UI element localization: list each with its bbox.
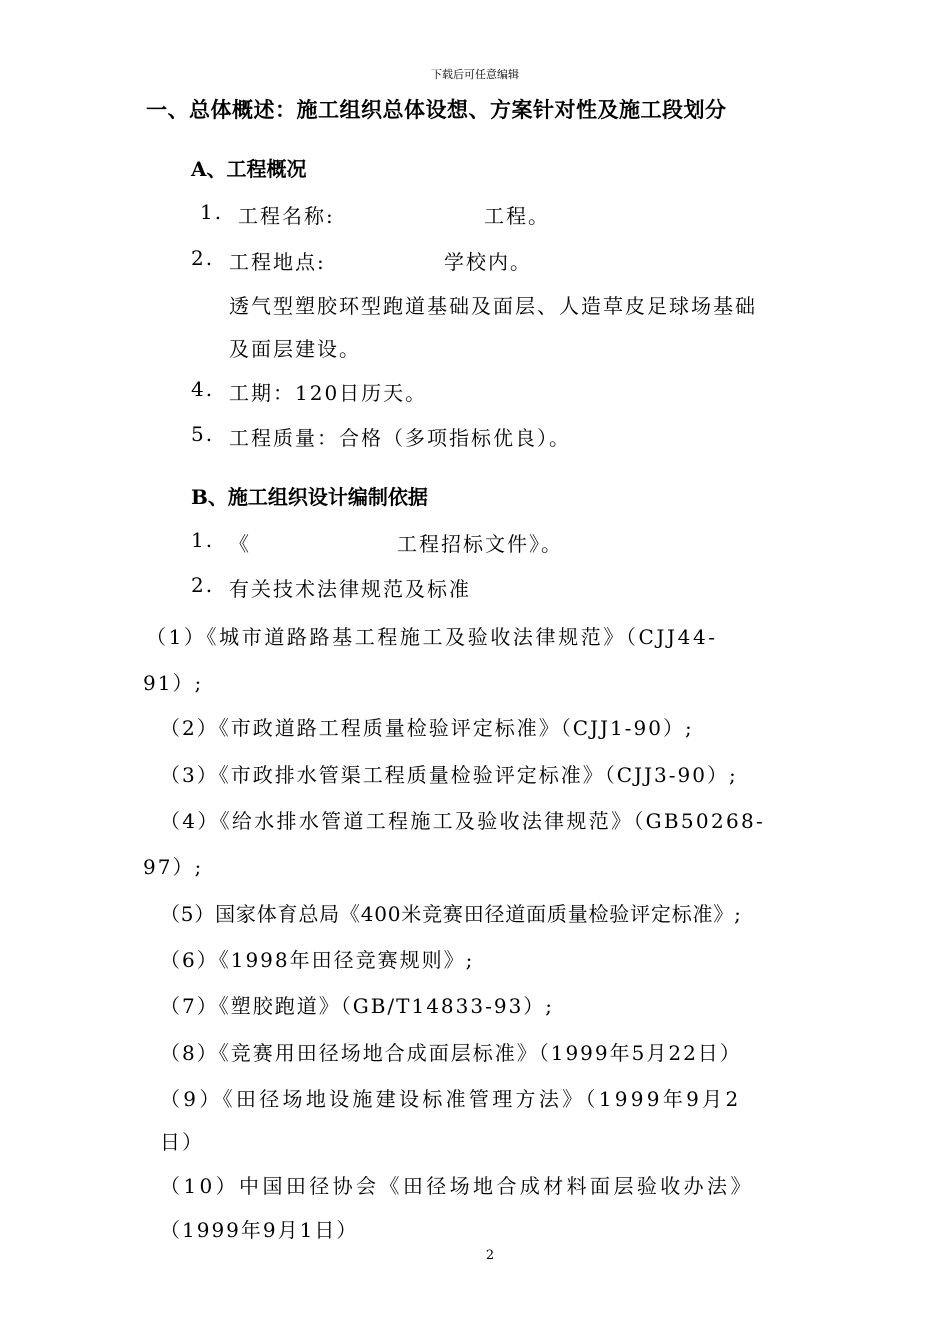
- reference-item-cont: 91）;: [143, 671, 204, 695]
- reference-item: （4）《给水排水管道工程施工及验收法律规范》（GB50268-: [160, 809, 766, 833]
- item-number: 5.: [191, 422, 215, 446]
- reference-item: （1）《城市道路路基工程施工及验收法律规范》（CJJ44-: [146, 625, 718, 649]
- section-a-heading: A、工程概况: [191, 157, 307, 181]
- item-number: 1.: [191, 528, 215, 552]
- page-number: 2: [485, 1248, 495, 1263]
- item-number: 2.: [191, 573, 215, 597]
- reference-item: （5）国家体育总局《400米竞赛田径道面质量检验评定标准》;: [160, 902, 742, 926]
- reference-item: （3）《市政排水管渠工程质量检验评定标准》（CJJ3-90）;: [160, 763, 738, 787]
- tender-document-item: 工程招标文件》。: [397, 532, 563, 556]
- project-name-label: 工程名称:: [238, 204, 335, 228]
- section-title: 一、总体概述：施工组织总体设想、方案针对性及施工段划分: [146, 97, 727, 122]
- item-number: 4.: [191, 377, 215, 401]
- item-number: 2.: [191, 246, 215, 270]
- reference-item: （2）《市政道路工程质量检验评定标准》（CJJ1-90）;: [160, 716, 694, 740]
- project-name-value: 工程。: [484, 204, 550, 228]
- reference-item: （8）《竞赛用田径场地合成面层标准》（1999年5月22日）: [160, 1041, 742, 1065]
- reference-item-cont: （1999年9月1日）: [160, 1218, 359, 1242]
- section-b-heading: B、施工组织设计编制依据: [191, 485, 428, 509]
- page-header-note: 下载后可任意编辑: [431, 68, 519, 81]
- project-location-value: 学校内。: [444, 250, 532, 274]
- project-location-label: 工程地点:: [229, 250, 326, 274]
- standards-heading: 有关技术法律规范及标准: [229, 577, 471, 601]
- reference-item: （6）《1998年田径竞赛规则》;: [160, 948, 475, 972]
- item-number: 1.: [200, 200, 224, 224]
- project-scope-line: 及面层建设。: [229, 337, 361, 361]
- bracket-open: 《: [229, 532, 251, 556]
- reference-item-cont: 日）: [160, 1130, 204, 1154]
- project-scope-line: 透气型塑胶环型跑道基础及面层、人造草皮足球场基础: [229, 294, 757, 318]
- reference-item: （9）《田径场地设施建设标准管理方法》（1999年9月2: [160, 1087, 742, 1111]
- project-quality: 工程质量：合格（多项指标优良）。: [229, 426, 571, 450]
- reference-item: （7）《塑胶跑道》（GB/T14833-93）;: [160, 994, 555, 1018]
- construction-period: 工期：120日历天。: [229, 381, 428, 405]
- reference-item-cont: 97）;: [143, 855, 204, 879]
- reference-item: （10）中国田径协会《田径场地合成材料面层验收办法》: [160, 1174, 754, 1198]
